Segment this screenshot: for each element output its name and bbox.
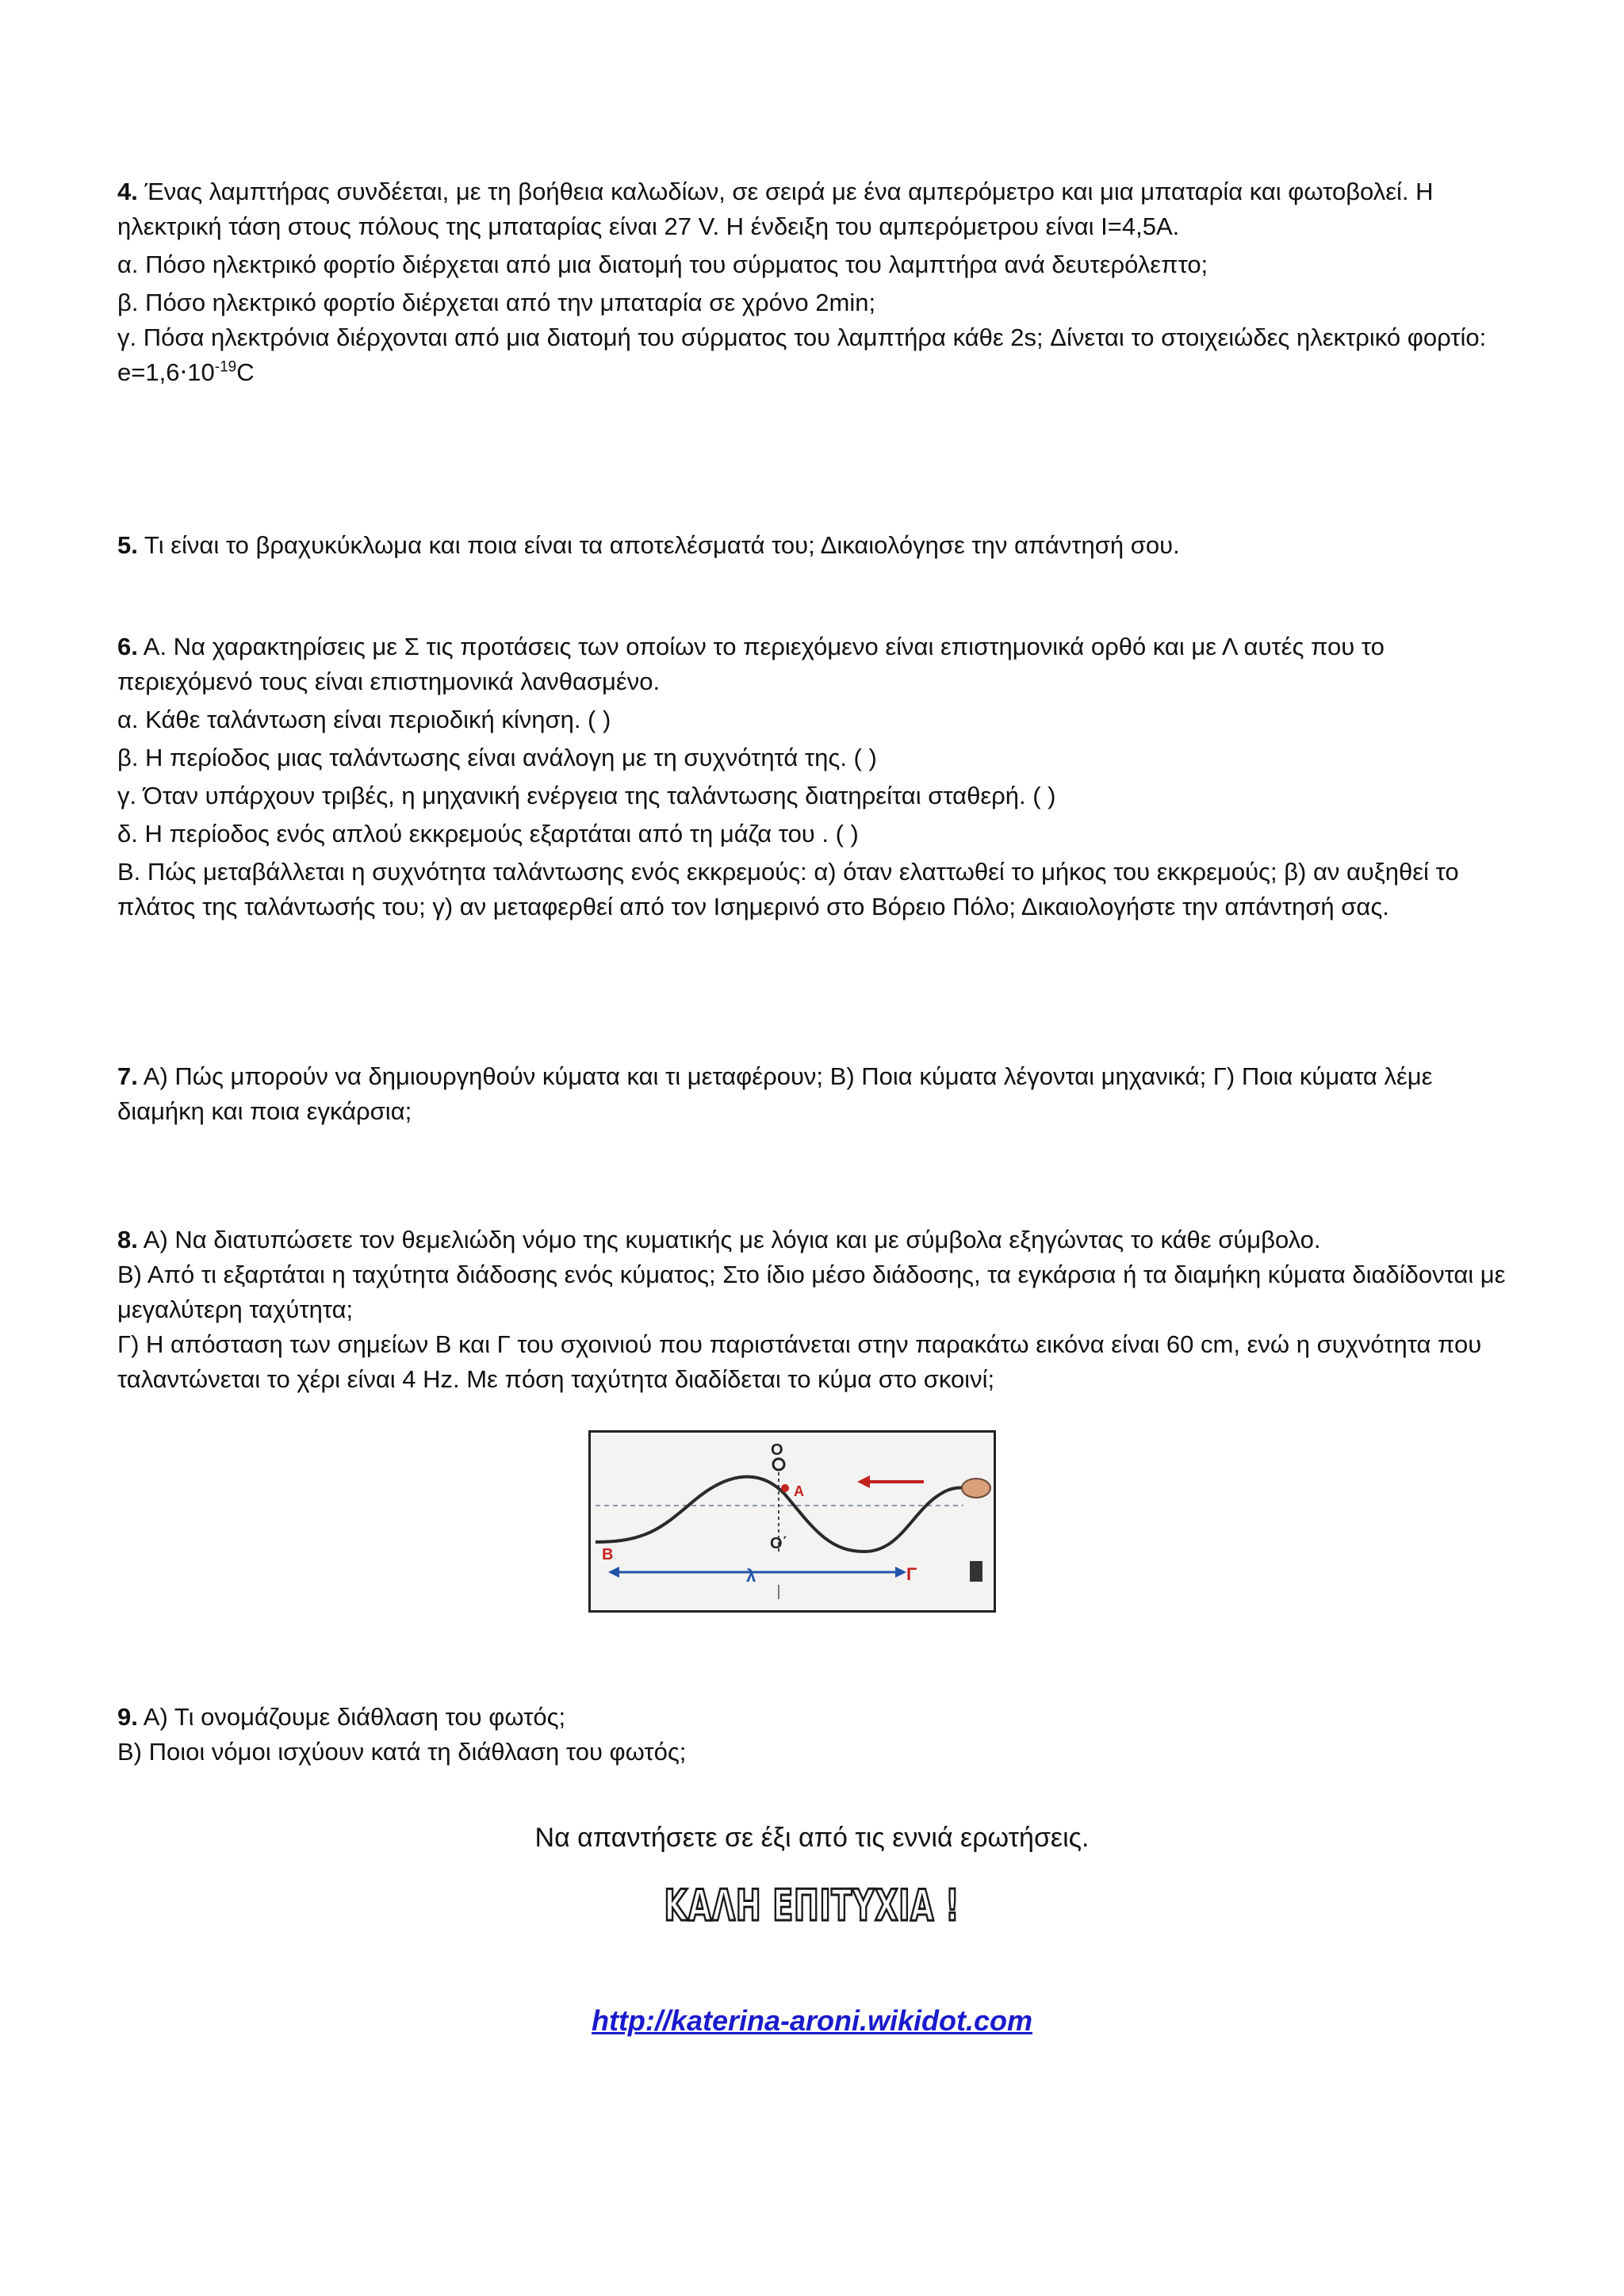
question-8-c: Γ) Η απόσταση των σημείων Β και Γ του σχοινιού που παριστάνεται στην παρακάτω εικόνα είναι 60 cm, ενώ η συχνότητα που ταλαντώνεται το χέρι είναι 4 Hz. Με πόση ταχύτητα διαδίδεται το κύμα στο σκοινί; [117,1330,1482,1393]
label-a: Α [794,1483,804,1499]
label-o-prime: Ο΄ [770,1535,788,1552]
question-number: 4. [117,178,138,205]
final-instruction: Να απαντήσετε σε έξι από τις εννιά ερωτήσεις. [534,1823,1090,1853]
question-7 [117,1059,1513,1129]
good-luck-text: ΚΑΛΗ ΕΠΙΤΥΧΙΑ ! [664,1881,960,1931]
label-lambda: λ [746,1566,756,1586]
exponent: -19 [214,358,237,376]
question-6-intro [117,629,1513,699]
point-a-marker [781,1484,789,1492]
question-text: γ. Πόσα ηλεκτρόνια διέρχονται από μια διατομή του σύρματος του λαμπτήρα κάθε 2s; Δίνεται το στοιχειώδες ηλεκτρικό φορτίο: e=1,6⋅10 [117,323,1487,386]
question-8-a [117,1223,1513,1257]
question-4-c [117,320,1513,390]
question-6-a: α. Κάθε ταλάντωση είναι περιοδική κίνηση. ( ) [117,706,611,733]
website-link[interactable]: http://katerina-aroni.wikidot.com [591,2004,1033,2037]
question-number: 7. [117,1062,138,1090]
question-number: 5. [117,531,138,559]
good-luck-banner [0,1881,1624,1931]
question-8 [117,1223,1513,1397]
question-9 [117,1700,1513,1770]
question-number: 8. [117,1226,138,1253]
question-6 [117,629,1513,924]
wave-figure [588,1430,996,1613]
question-text: Α. Να χαρακτηρίσεις με Σ τις προτάσεις των οποίων το περιεχόμενο είναι επιστημονικά ορθό και με Λ αυτές που το περιεχόμενό τους είναι επιστημονικά λανθασμένο. [117,633,1385,695]
question-4-a: α. Πόσο ηλεκτρικό φορτίο διέρχεται από μια διατομή του σύρματος του λαμπτήρα ανά δευτερόλεπτο; [117,251,1208,278]
wave-diagram [591,1433,994,1610]
question-4-intro [117,174,1513,244]
label-b: Β [602,1546,614,1563]
question-9-b: Β) Ποιοι νόμοι ισχύουν κατά τη διάθλαση του φωτός; [117,1738,687,1766]
question-text: Α) Τι ονομάζουμε διάθλαση του φωτός; [137,1703,566,1731]
label-o: Ο [771,1441,783,1459]
question-number: 9. [117,1703,138,1731]
hand-icon [962,1479,990,1498]
question-5 [117,528,1513,563]
question-number: 6. [117,633,138,660]
label-g: Γ [906,1564,917,1584]
footer-link-row [0,2004,1624,2038]
question-text: Τι είναι το βραχυκύκλωμα και ποια είναι τα αποτελέσματά του; Δικαιολόγησε την απάντησή σου. [137,531,1180,559]
question-text: Ένας λαμπτήρας συνδέεται, με τη βοήθεια καλωδίων, σε σειρά με ένα αμπερόμετρο και μια μπαταρία και φωτοβολεί. Η ηλεκτρική τάση στους πόλους της μπαταρίας είναι 27 V. Η ένδειξη του αμπερόμετρου είναι I=4,5A. [117,178,1434,240]
question-6-c: γ. Όταν υπάρχουν τριβές, η μηχανική ενέργεια της ταλάντωσης διατηρείται σταθερή. ( ) [117,782,1056,809]
question-9-a [117,1700,1513,1735]
unit: C [236,358,255,386]
question-text: Α) Να διατυπώσετε τον θεμελιώδη νόμο της κυματικής με λόγια και με σύμβολα εξηγώντας το κάθε σύμβολο. [137,1226,1321,1253]
question-6-part-b: Β. Πώς μεταβάλλεται η συχνότητα ταλάντωσης ενός εκκρεμούς: α) όταν ελαττωθεί το μήκος του εκκρεμούς; β) αν αυξηθεί το πλάτος της ταλάντωσής του; γ) αν μεταφερθεί από τον Ισημερινό στο Βόρειο Πόλο; Δικαιολογήστε την απάντησή σας. [117,858,1459,920]
question-text: Α) Πώς μπορούν να δημιουργηθούν κύματα και τι μεταφέρουν; Β) Ποια κύματα λέγονται μηχανικά; Γ) Ποια κύματα λέμε διαμήκη και ποια εγκάρσια; [117,1062,1433,1125]
edge-mark [970,1561,982,1582]
question-4 [117,174,1513,390]
question-4-b: β. Πόσο ηλεκτρικό φορτίο διέρχεται από την μπαταρία σε χρόνο 2min; [117,289,876,316]
question-8-b: Β) Από τι εξαρτάται η ταχύτητα διάδοσης ενός κύματος; Στο ίδιο μέσο διάδοσης, τα εγκάρσια ή τα διαμήκη κύματα διαδίδονται με μεγαλύτερη ταχύτητα; [117,1261,1506,1323]
question-6-d: δ. Η περίοδος ενός απλού εκκρεμούς εξαρτάται από τη μάζα του . ( ) [117,820,859,848]
question-6-b: β. Η περίοδος μιας ταλάντωσης είναι ανάλογη με τη συχνότητά της. ( ) [117,744,877,771]
